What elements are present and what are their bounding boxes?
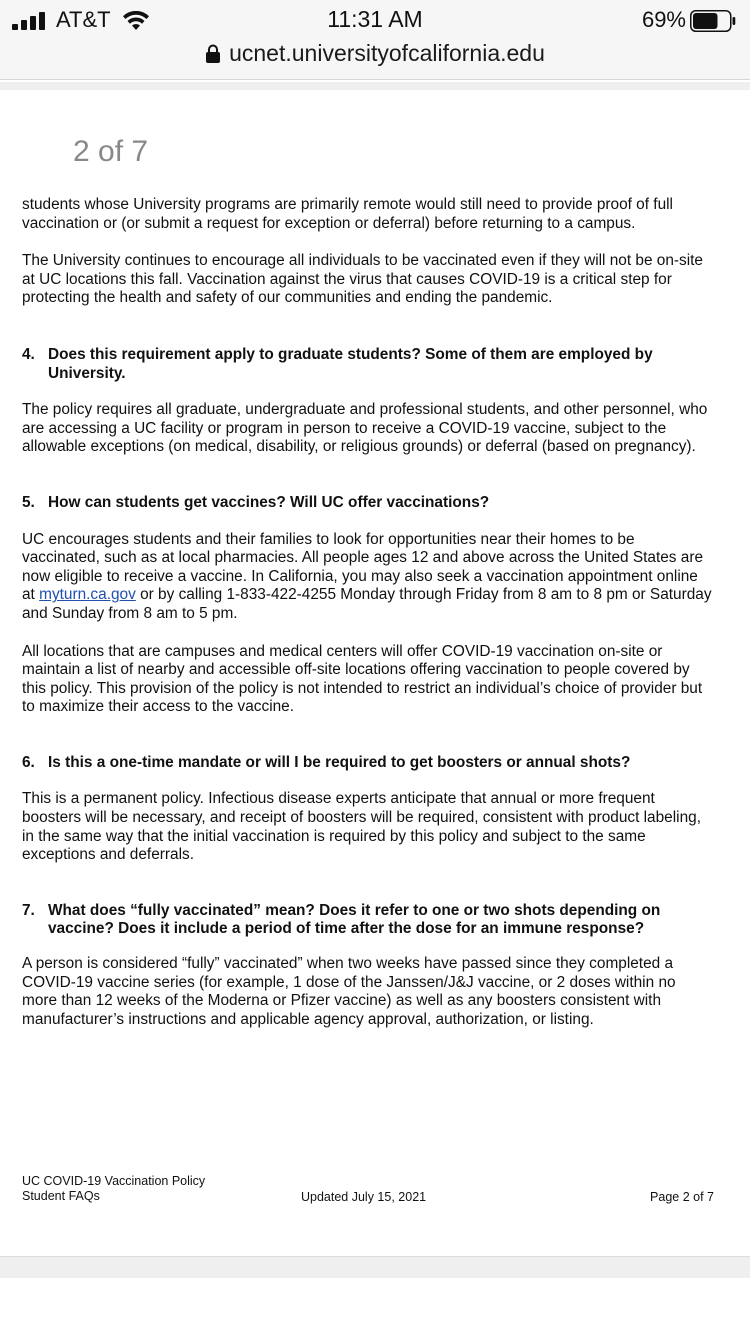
answer-text: UC encourages students and their families to look for opportunities near their homes to be vaccinated, such as at local pharmacies. All people ages 12 and above across the United States are now eligible to receive a vaccine. In California, you may also seek a vaccination appointment online at bbox=[22, 530, 704, 604]
footer-page-number: Page 2 of 7 bbox=[650, 1190, 714, 1204]
intro-paragraph-2: The University continues to encourage all individuals to be vaccinated even if they will not be on-site at UC locations this fall. Vaccination against the virus that causes COVID-19 is a critical step for protecting the health and safety of our communities and ending the pandemic. bbox=[22, 252, 703, 307]
question-text: How can students get vaccines? Will UC offer vaccinations? bbox=[48, 493, 490, 511]
footer-policy-title: UC COVID-19 Vaccination Policy bbox=[22, 1174, 206, 1188]
answer-5-part-1 bbox=[22, 531, 712, 624]
question-number: 7. bbox=[22, 901, 35, 919]
footer-left bbox=[22, 1174, 205, 1204]
pdf-content bbox=[22, 196, 712, 1048]
myturn-link[interactable]: myturn.ca.gov bbox=[39, 586, 136, 604]
question-4 bbox=[22, 346, 712, 383]
footer-doc-type: Student FAQs bbox=[22, 1189, 100, 1203]
url-text: ucnet.universityofcalifornia.edu bbox=[229, 40, 545, 66]
battery-percent: 69% bbox=[641, 7, 686, 32]
question-text: What does “fully vaccinated” mean? Does it refer to one or two shots depending on vaccine? Does it include a period of time after the dose for an immune response? bbox=[48, 901, 661, 938]
status-bar bbox=[0, 0, 750, 40]
answer-7: A person is considered “fully” vaccinated” when two weeks have passed since they completed a COVID-19 vaccine series (for example, 1 dose of the Janssen/J&J vaccine, or 2 doses within no more than 12 weeks of the Moderna or Pfizer vaccine) as well as any boosters consistent with manufacturer’s instructions and applicable agency approval, authorization, or listing. bbox=[22, 955, 676, 1028]
answer-4: The policy requires all graduate, undergraduate and professional students, and other personnel, who are accessing a UC facility or program in person to receive a COVID-19 vaccine, subject to the allowable exceptions (on medical, disability, or religious grounds) or deferral (based on pregnancy). bbox=[22, 401, 708, 456]
carrier-name: AT&T bbox=[56, 7, 111, 32]
question-number: 5. bbox=[22, 493, 35, 511]
address-bar[interactable] bbox=[0, 40, 750, 72]
page-indicator: 2 of 7 bbox=[73, 135, 149, 168]
answer-6: This is a permanent policy. Infectious disease experts anticipate that annual or more frequent boosters will be necessary, and receipt of boosters will be required, consistent with product labeling, in the same way that the initial vaccination is required by this policy and subject to the same exceptions and deferrals. bbox=[22, 790, 701, 864]
question-5 bbox=[22, 494, 712, 513]
lock-icon bbox=[205, 44, 221, 64]
answer-text: or by calling 1-833-422-4255 Monday through Friday from 8 am to 8 pm or Saturday and Sunday from 8 am to 5 pm. bbox=[22, 586, 712, 622]
question-number: 6. bbox=[22, 753, 35, 771]
battery-icon bbox=[690, 10, 736, 32]
browser-chrome bbox=[0, 0, 750, 80]
question-number: 4. bbox=[22, 345, 35, 363]
question-text: Does this requirement apply to graduate students? Some of them are employed by University. bbox=[48, 345, 653, 382]
page-gutter-bottom bbox=[0, 1256, 750, 1278]
footer-updated-date: Updated July 15, 2021 bbox=[301, 1190, 427, 1204]
question-7 bbox=[22, 902, 712, 939]
question-6 bbox=[22, 754, 712, 773]
page-gutter-top bbox=[0, 82, 750, 90]
answer-5-part-2: All locations that are campuses and medical centers will offer COVID-19 vaccination on-site or maintain a list of nearby and accessible off-site locations offering vaccination to people covered by this policy. This provision of the policy is not intended to restrict an individual’s choice of provider but to maximize their access to the vaccine. bbox=[22, 642, 703, 716]
question-text: Is this a one-time mandate or will I be required to get boosters or annual shots? bbox=[48, 753, 631, 771]
clock-time: 11:31 AM bbox=[327, 6, 423, 32]
intro-paragraph-1: students whose University programs are primarily remote would still need to provide proof of full vaccination or (or submit a request for exception or deferral) before returning to a campus. bbox=[22, 196, 673, 232]
